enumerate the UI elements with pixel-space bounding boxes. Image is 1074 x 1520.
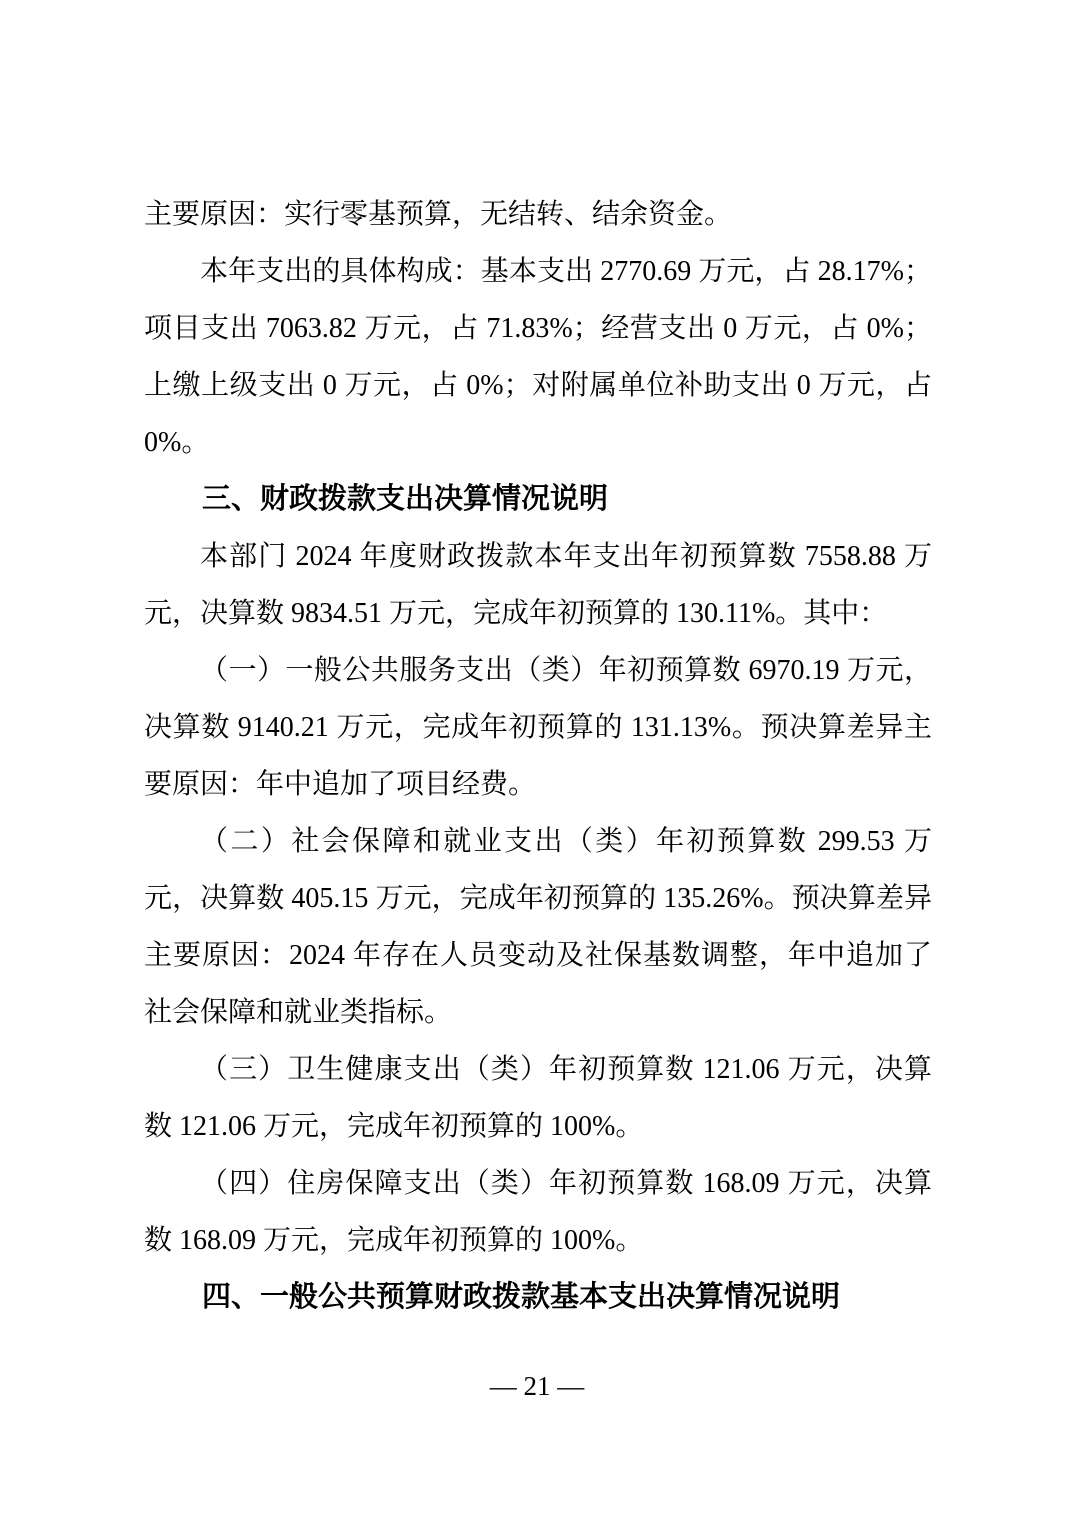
para-reason-continued: 主要原因：实行零基预算，无结转、结余资金。 [144, 199, 733, 230]
heading-section-four-general-public-budget-basic-expenditure: 四、一般公共预算财政拨款基本支出决算情况说明 [202, 1281, 841, 1313]
para-item-two-social-security-employment: （二）社会保障和就业支出（类）年初预算数 299.53 万元，决算数 405.15 万元，完成年初预算的 135.26%。预决算差异主要原因：2024 年存在人员变动及社保基数调整，年中追加了社会保障和就业类指标。 [144, 826, 932, 1028]
heading-section-three-fiscal-appropriation-expenditure: 三、财政拨款支出决算情况说明 [202, 483, 609, 515]
para-item-one-general-public-services: （一）一般公共服务支出（类）年初预算数 6970.19 万元，决算数 9140.21 万元，完成年初预算的 131.13%。预决算差异主要原因：年中追加了项目经费。 [144, 655, 932, 800]
page-footer [0, 1358, 1074, 1415]
para-item-four-housing: （四）住房保障支出（类）年初预算数 168.09 万元，决算数 168.09 万元，完成年初预算的 100%。 [144, 1168, 932, 1256]
para-item-three-health: （三）卫生健康支出（类）年初预算数 121.06 万元，决算数 121.06 万元，完成年初预算的 100%。 [144, 1054, 932, 1142]
para-expenditure-composition: 本年支出的具体构成：基本支出 2770.69 万元，占 28.17%；项目支出 7063.82 万元，占 71.83%；经营支出 0 万元，占 0%；上缴上级支出 0 万元，占 0%；对附属单位补助支出 0 万元，占 0%。 [144, 256, 932, 458]
page-number: — 21 — [489, 1371, 585, 1401]
document-body [144, 186, 932, 1326]
para-fiscal-appropriation-overview: 本部门 2024 年度财政拨款本年支出年初预算数 7558.88 万元，决算数 9834.51 万元，完成年初预算的 130.11%。其中： [144, 541, 932, 629]
